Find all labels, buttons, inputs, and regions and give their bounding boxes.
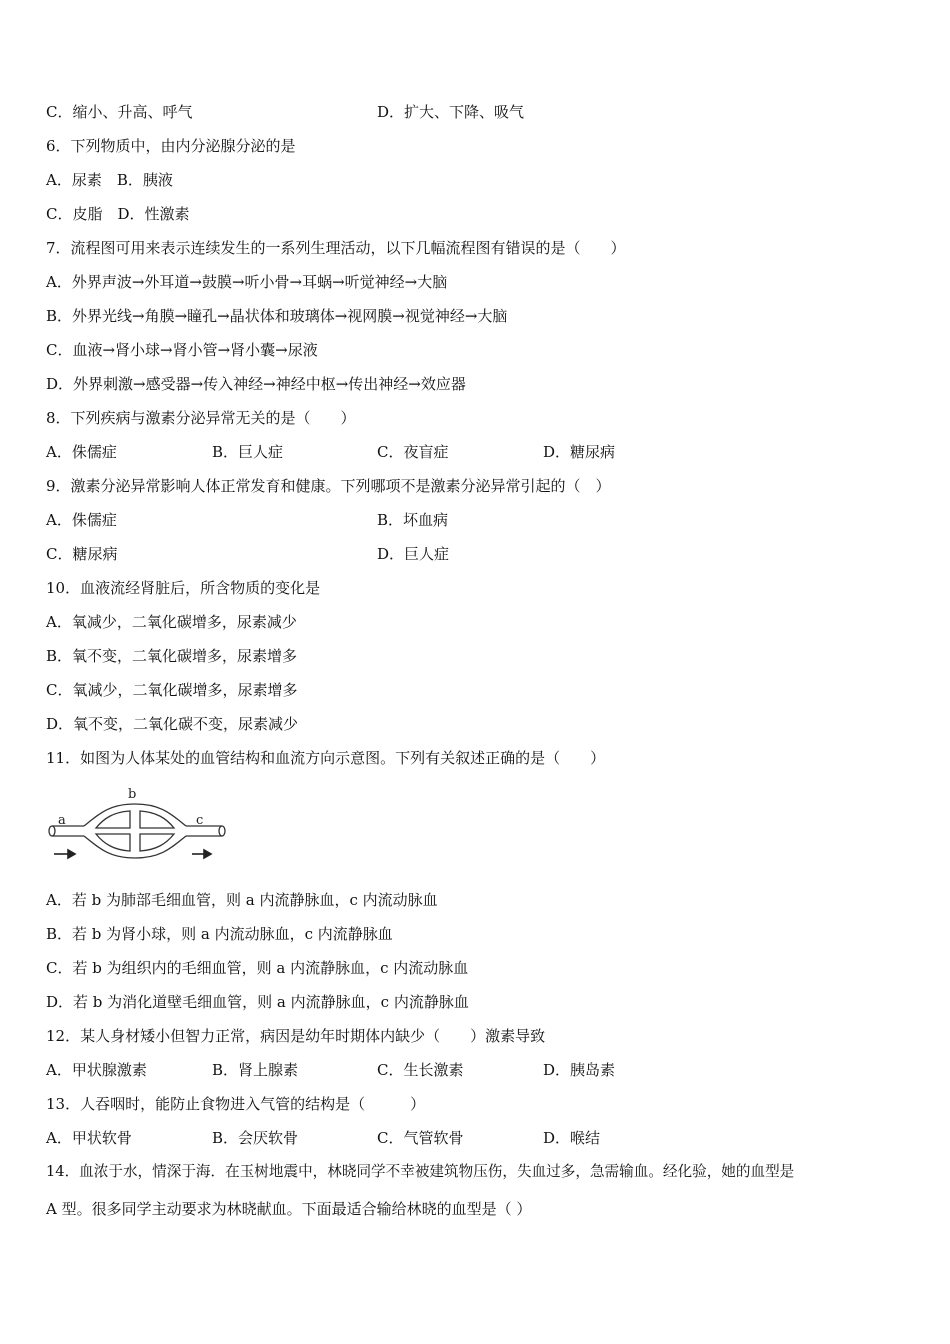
label-a: a bbox=[58, 813, 66, 828]
q7-option-d: D．外界刺激→感受器→传入神经→神经中枢→传出神经→效应器 bbox=[46, 375, 466, 393]
q12-option-b: B．肾上腺素 bbox=[212, 1061, 299, 1079]
q10-option-d: D．氧不变，二氧化碳不变，尿素减少 bbox=[46, 715, 299, 733]
q8-stem: 8．下列疾病与激素分泌异常无关的是（ ） bbox=[46, 409, 356, 427]
q12-option-a: A．甲状腺激素 bbox=[46, 1061, 147, 1079]
q9-option-d: D．巨人症 bbox=[377, 545, 450, 563]
label-c: c bbox=[196, 813, 204, 828]
q8-option-b: B．巨人症 bbox=[212, 443, 284, 461]
q6-options-cd: C．皮脂 D．性激素 bbox=[46, 205, 190, 223]
q8-option-a: A．侏儒症 bbox=[46, 443, 117, 461]
q14-stem-line2: A 型。很多同学主动要求为林晓献血。下面最适合输给林晓的血型是（ ） bbox=[46, 1200, 532, 1218]
q9-stem: 9．激素分泌异常影响人体正常发育和健康。下列哪项不是激素分泌异常引起的（ ） bbox=[46, 477, 611, 495]
q7-option-a: A．外界声波→外耳道→鼓膜→听小骨→耳蜗→听觉神经→大脑 bbox=[46, 273, 448, 291]
q12-option-d: D．胰岛素 bbox=[543, 1061, 616, 1079]
q11-stem: 11．如图为人体某处的血管结构和血流方向示意图。下列有关叙述正确的是（ ） bbox=[46, 749, 606, 767]
label-b: b bbox=[128, 787, 137, 802]
q7-option-c: C．血液→肾小球→肾小管→肾小囊→尿液 bbox=[46, 341, 318, 359]
q14-stem-line1: 14．血浓于水，情深于海．在玉树地震中，林晓同学不幸被建筑物压伤，失血过多，急需输血。经化验，她的血型是 bbox=[46, 1163, 795, 1180]
q8-option-d: D．糖尿病 bbox=[543, 443, 616, 461]
q6-stem: 6．下列物质中，由内分泌腺分泌的是 bbox=[46, 137, 296, 155]
q6-options-ab: A．尿素 B．胰液 bbox=[46, 171, 173, 189]
q12-option-c: C．生长激素 bbox=[377, 1061, 464, 1079]
q9-option-b: B．坏血病 bbox=[377, 511, 449, 529]
q11-option-c: C．若 b 为组织内的毛细血管，则 a 内流静脉血，c 内流动脉血 bbox=[46, 959, 469, 977]
q12-stem: 12．某人身材矮小但智力正常，病因是幼年时期体内缺少（ ）激素导致 bbox=[46, 1027, 546, 1045]
q9-option-c: C．糖尿病 bbox=[46, 545, 118, 563]
q11-option-b: B．若 b 为肾小球，则 a 内流动脉血，c 内流静脉血 bbox=[46, 925, 393, 943]
q10-option-a: A．氧减少，二氧化碳增多，尿素减少 bbox=[46, 613, 297, 631]
q9-option-a: A．侏儒症 bbox=[46, 511, 117, 529]
q10-option-c: C．氧减少，二氧化碳增多，尿素增多 bbox=[46, 681, 298, 699]
q11-option-d: D．若 b 为消化道壁毛细血管，则 a 内流静脉血，c 内流静脉血 bbox=[46, 993, 469, 1011]
blood-vessel-diagram bbox=[44, 784, 234, 866]
q5-option-d: D．扩大、下降、吸气 bbox=[377, 103, 525, 121]
q13-stem: 13．人吞咽时，能防止食物进入气管的结构是（ ） bbox=[46, 1095, 426, 1113]
q13-option-a: A．甲状软骨 bbox=[46, 1129, 132, 1147]
q5-option-c: C．缩小、升高、呼气 bbox=[46, 103, 193, 121]
q13-option-b: B．会厌软骨 bbox=[212, 1129, 299, 1147]
q10-option-b: B．氧不变，二氧化碳增多，尿素增多 bbox=[46, 647, 298, 665]
q13-option-d: D．喉结 bbox=[543, 1129, 601, 1147]
q7-stem: 7．流程图可用来表示连续发生的一系列生理活动，以下几幅流程图有错误的是（ ） bbox=[46, 239, 626, 257]
q13-option-c: C．气管软骨 bbox=[377, 1129, 464, 1147]
q10-stem: 10．血液流经肾脏后，所含物质的变化是 bbox=[46, 579, 321, 597]
q7-option-b: B．外界光线→角膜→瞳孔→晶状体和玻璃体→视网膜→视觉神经→大脑 bbox=[46, 307, 508, 325]
q8-option-c: C．夜盲症 bbox=[377, 443, 449, 461]
q11-option-a: A．若 b 为肺部毛细血管，则 a 内流静脉血，c 内流动脉血 bbox=[46, 891, 438, 909]
